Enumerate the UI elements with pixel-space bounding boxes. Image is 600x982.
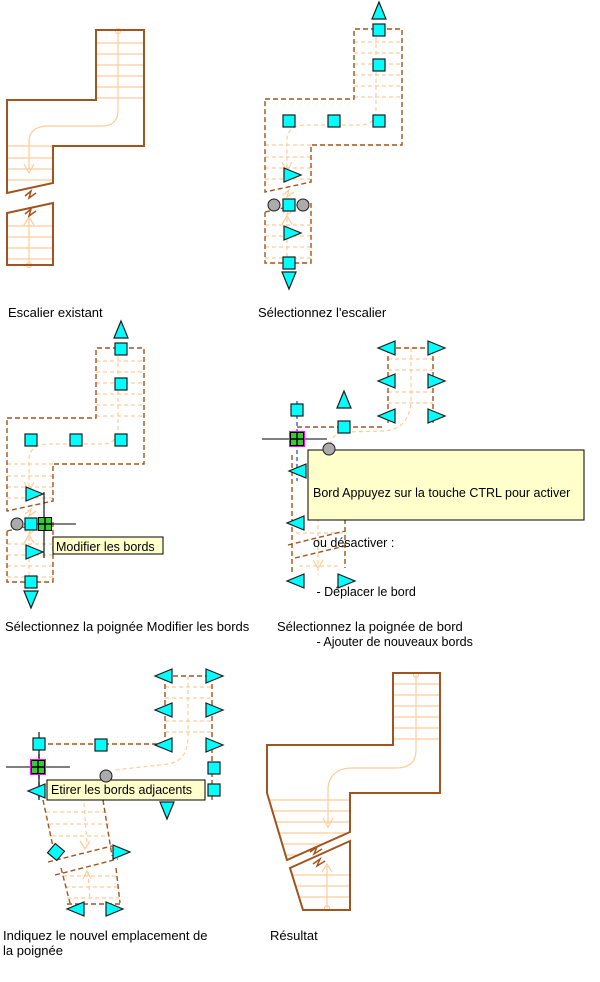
grip-square: [283, 257, 295, 269]
grip-square-rotated: [48, 844, 65, 861]
edge-grip-arrow-right: [428, 374, 445, 388]
grip-square: [115, 434, 127, 446]
walk-path: [24, 31, 118, 265]
grip-arrow-right: [284, 168, 301, 182]
walk-path: [322, 675, 416, 908]
edge-grip-arrow-down: [160, 802, 174, 819]
edge-grip-arrow-right: [206, 669, 223, 683]
edge-grip-arrow-right: [428, 409, 445, 423]
edge-grip-arrow-right: [206, 738, 223, 752]
edge-grip-arrow-up: [337, 391, 351, 408]
panel-result: [267, 673, 440, 911]
flight-direction-grip-down: [24, 591, 38, 608]
caption-select-stair: Sélectionnez l'escalier: [258, 305, 387, 320]
grip-square: [208, 784, 220, 796]
edge-grip-arrow-left: [28, 784, 45, 798]
grip-arrow-right: [26, 545, 43, 559]
panel-existing-stair: [7, 29, 144, 268]
grip-square: [291, 404, 303, 416]
walk-path: [287, 30, 376, 264]
break-zigzag: [25, 191, 36, 216]
selected-edge-grip-green: [30, 759, 46, 775]
tooltip-line: Bord Appuyez sur la touche CTRL pour activer: [313, 486, 571, 500]
edit-edges-grip-green: [39, 518, 52, 531]
tooltip-stretch-edges: Etirer les bords adjacents: [51, 783, 193, 797]
stair-outline: [267, 673, 440, 910]
path-arrowheads: [80, 841, 91, 879]
grip-square: [25, 434, 37, 446]
grip-square: [373, 24, 385, 36]
grip-square: [25, 576, 37, 588]
grip-square: [283, 115, 295, 127]
selected-edge-grip-green: [289, 431, 305, 447]
edge-grip-arrow-left: [378, 374, 395, 388]
tread-lines: [7, 43, 144, 259]
tooltip-line: - Ajouter de nouveaux bords: [313, 634, 473, 649]
flight-direction-grip-up: [114, 321, 128, 338]
grip-square: [115, 343, 127, 355]
grip-square: [338, 421, 350, 433]
grip-square: [95, 739, 107, 751]
panel-select-edit-edges-grip: [7, 321, 163, 608]
grip-square: [208, 762, 220, 774]
edge-grip-arrow-right: [113, 845, 130, 859]
edge-grip-arrow-right: [206, 703, 223, 717]
grip-square: [33, 738, 45, 750]
edge-grip-arrow-left: [378, 341, 395, 355]
grip-square: [70, 434, 82, 446]
grip-square: [373, 115, 385, 127]
grip-arrow-right: [26, 487, 43, 501]
edge-grip-arrow-right: [106, 902, 123, 916]
edge-grip-arrow-left: [155, 738, 172, 752]
edge-grip-arrow-left: [378, 409, 395, 423]
tooltip-line: - Déplacer le bord: [313, 585, 416, 599]
caption-result: Résultat: [270, 928, 318, 943]
edge-grip-arrow-right: [428, 341, 445, 355]
tooltip-edit-edges: Modifier les bords: [56, 540, 155, 554]
panel-selected-stair: [265, 2, 402, 289]
grip-square: [328, 115, 340, 127]
grip-square: [283, 199, 295, 211]
caption-existing-stair: Escalier existant: [8, 305, 103, 320]
edge-grip-arrow-left: [287, 516, 304, 530]
grip-square: [115, 378, 127, 390]
grip-square: [373, 59, 385, 71]
caption-new-grip-location: Indiquez le nouvel emplacement de la poignée: [3, 928, 208, 958]
grip-square: [25, 518, 37, 530]
tooltip-edge-ctrl: [313, 452, 570, 683]
caption-select-edit-edges-grip: Sélectionnez la poignée Modifier les bords: [5, 619, 250, 634]
grip-circle-gray: [268, 199, 280, 211]
edge-grip-arrow-left: [287, 574, 304, 588]
grip-circle-gray: [297, 199, 309, 211]
grip-circle-gray: [100, 770, 112, 782]
caption-select-edge-grip: Sélectionnez la poignée de bord: [277, 619, 463, 634]
flight-direction-grip-down: [282, 272, 296, 289]
tread-lines: [265, 42, 402, 258]
tooltip-line: ou désactiver :: [313, 535, 395, 550]
grip-circle-gray: [11, 518, 23, 530]
edge-grip-arrow-left: [155, 669, 172, 683]
grip-arrow-right: [284, 226, 301, 240]
flight-direction-grip-up: [372, 2, 386, 19]
edge-grip-arrow-left: [155, 703, 172, 717]
